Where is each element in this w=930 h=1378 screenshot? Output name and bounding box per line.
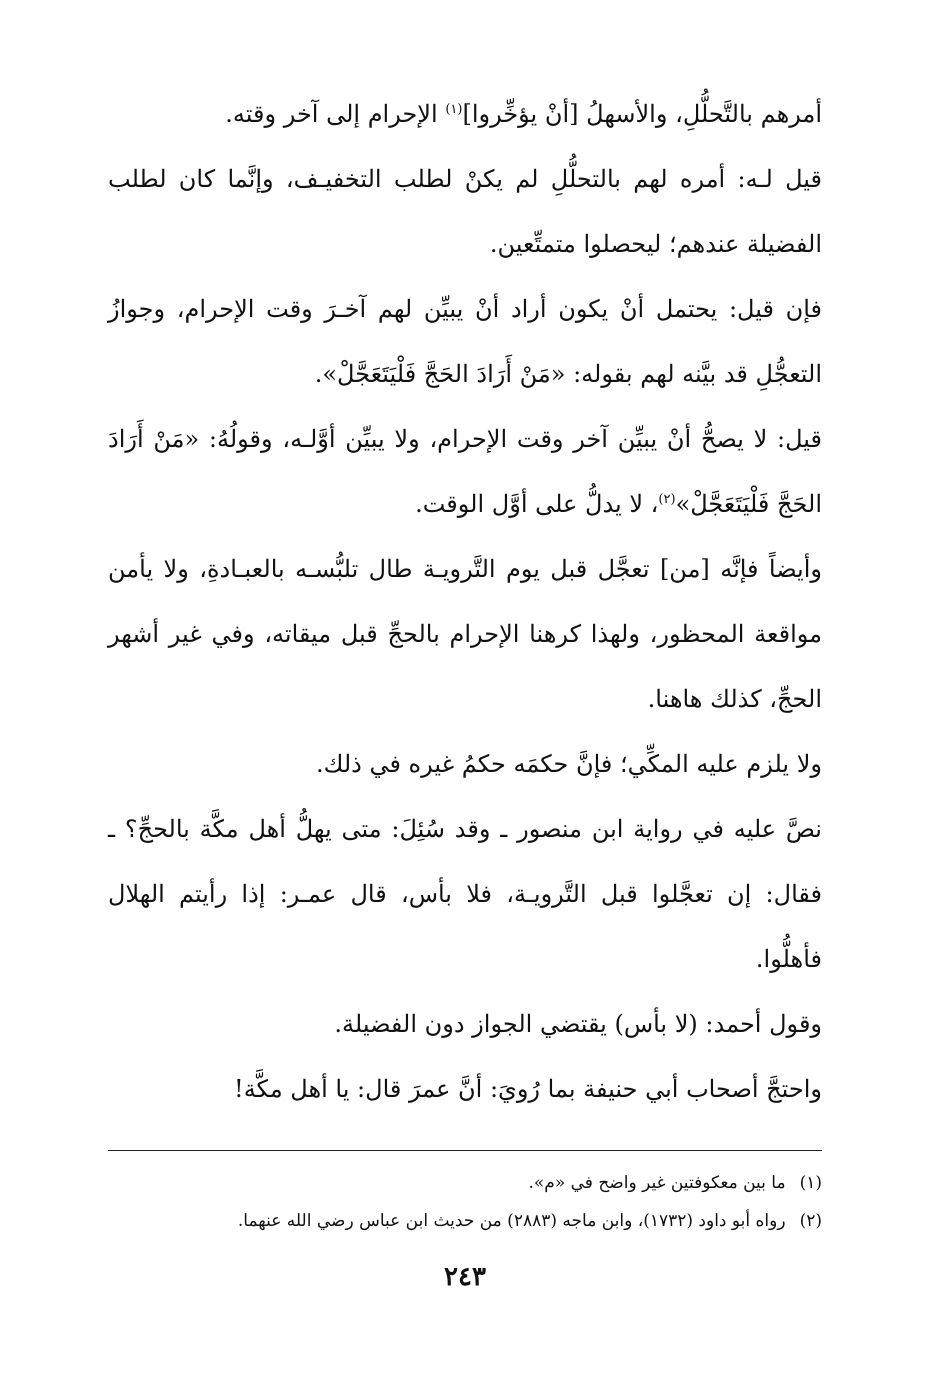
paragraph-3: فإن قيل: يحتمل أنْ يكون أراد أنْ يبيِّن لهم آخـرَ وقت الإحرام، وجوازُ التعجُّلِ قد بيَّنه لهم بقوله: «مَنْ أَرَادَ الحَجَّ فَلْيَتَعَجَّلْ».	[108, 295, 822, 388]
paragraph-1-text: أمرهم بالتَّحلُّلِ، والأسهلُ [أنْ يؤخِّروا]	[462, 100, 822, 128]
footnote-1-number: (١)	[799, 1173, 822, 1193]
footnote-2	[108, 1206, 822, 1236]
paragraph-9: واحتجَّ أصحاب أبي حنيفة بما رُويَ: أنَّ عمرَ قال: يا أهل مكَّة!	[234, 1075, 822, 1103]
footnotes	[108, 1160, 822, 1242]
paragraph-1	[108, 82, 822, 147]
paragraph-8: وقول أحمد: (لا بأس) يقتضي الجواز دون الفضيلة.	[334, 1010, 822, 1038]
footnote-1	[108, 1168, 822, 1198]
footnote-2-number: (٢)	[799, 1211, 822, 1231]
paragraph-6: ولا يلزم عليه المكِّي؛ فإنَّ حكمَه حكمُ غيره في ذلك.	[315, 750, 822, 778]
paragraph-7: نصَّ عليه في رواية ابن منصور ـ وقد سُئِلَ: متى يهلُّ أهل مكَّة بالحجِّ؟ ـ فقال: إن تعجَّلوا قبل التَّرويـة، فلا بأس، قال عمـر: إذا رأيتم الهلال فأهلُّوا.	[108, 815, 822, 973]
paragraph-2: قيل لـه: أمره لهم بالتحلُّلِ لم يكنْ لطلب التخفيـف، وإنَّما كان لطلب الفضيلة عندهم؛ ليحصلوا متمتِّعين.	[108, 165, 823, 258]
footnote-divider	[108, 1150, 822, 1151]
page-body	[108, 82, 822, 1122]
footnote-ref-1[interactable]: (١)	[445, 102, 463, 117]
paragraph-4-tail: ، لا يدلُّ على أوَّل الوقت.	[415, 490, 659, 518]
paragraph-1-tail: الإحرام إلى آخر وقته.	[225, 100, 438, 128]
paragraph-5: وأيضاً فإنَّه [من] تعجَّل قبل يوم التَّرويـة طال تلبُّسـه بالعبـادةِ، ولا يأمن مواقعة المحظور، ولهذا كرهنا الإحرام بالحجِّ قبل ميقاته، وفي غير أشهر الحجِّ، كذلك هاهنا.	[108, 555, 822, 713]
page-number: ٢٤٣	[444, 1262, 486, 1292]
paragraph-4-text: قيل: لا يصحُّ أنْ يبيِّن آخر وقت الإحرام، ولا يبيِّن أوَّلـه، وقولُهُ: «مَنْ أَرَادَ الحَجَّ فَلْيَتَعَجَّلْ»	[108, 425, 822, 518]
footnote-1-text: ما بين معكوفتين غير واضح في «م».	[528, 1173, 786, 1193]
paragraph-4	[108, 407, 822, 537]
footnote-ref-2[interactable]: (٢)	[658, 492, 676, 507]
footnote-2-text: رواه أبو داود (١٧٣٢)، وابن ماجه (٢٨٨٣) من حديث ابن عباس رضي الله عنهما.	[237, 1211, 786, 1231]
